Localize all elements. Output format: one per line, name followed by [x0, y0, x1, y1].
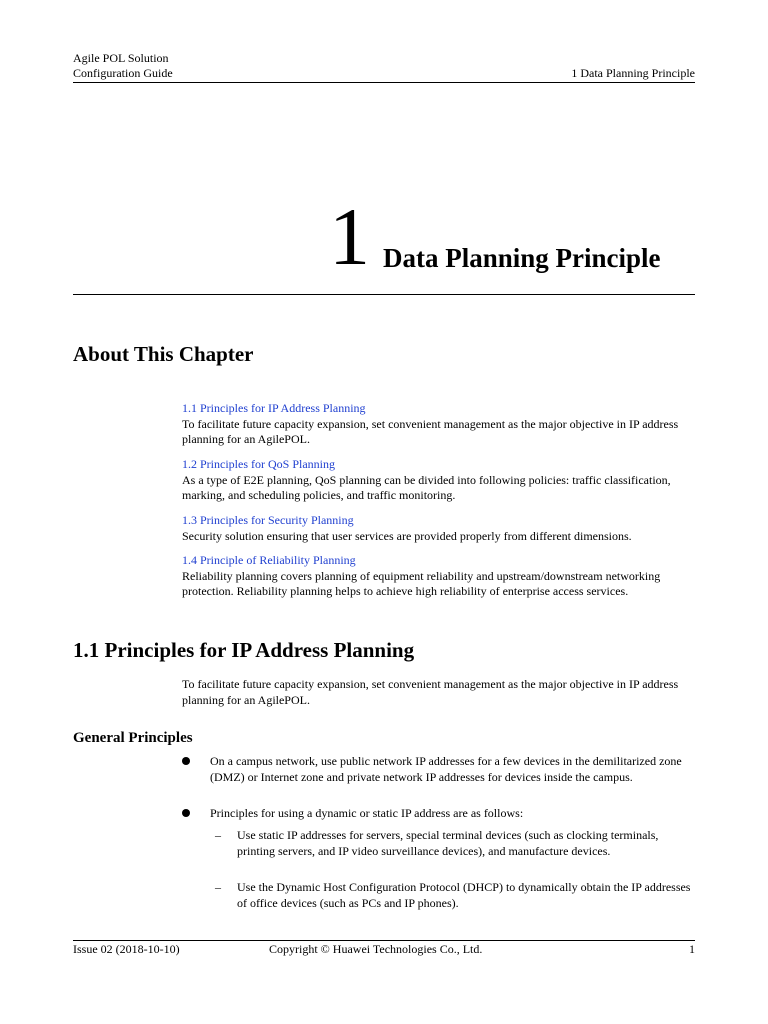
footer-copyright: Copyright © Huawei Technologies Co., Ltd. [269, 942, 483, 956]
footer-divider [73, 940, 695, 941]
toc-entry [182, 457, 697, 504]
header-divider [73, 82, 695, 83]
toc-link-reliability-planning[interactable]: 1.4 Principle of Reliability Planning [182, 553, 356, 567]
toc-link-security-planning[interactable]: 1.3 Principles for Security Planning [182, 513, 354, 527]
toc-description: Security solution ensuring that user services are provided properly from different dimensions. [182, 528, 632, 543]
header-product-name: Agile POL Solution [73, 51, 169, 65]
list-item-text: On a campus network, use public network IP addresses for a few devices in the demilitarized zone (DMZ) or Internet zone and private network IP addresses for devices inside the campus. [210, 754, 682, 784]
bullet-icon [182, 809, 190, 817]
toc-link-qos-planning[interactable]: 1.2 Principles for QoS Planning [182, 457, 335, 471]
footer-page-number: 1 [689, 942, 695, 956]
toc-description: As a type of E2E planning, QoS planning can be divided into following policies: traffic classification, marking, and scheduling policies, and traffic monitoring. [182, 472, 671, 502]
chapter-divider [73, 294, 695, 295]
toc-description: To facilitate future capacity expansion, set convenient management as the major objective in IP address planning for an AgilePOL. [182, 416, 679, 446]
list-item-text: Principles for using a dynamic or static IP address are as follows: [210, 806, 524, 820]
chapter-number: 1 [329, 191, 370, 282]
dash-icon: – [215, 828, 221, 842]
toc-entry [182, 553, 697, 600]
header-chapter-name: 1 Data Planning Principle [571, 66, 695, 80]
footer-issue: Issue 02 (2018-10-10) [73, 942, 180, 956]
section-paragraph: To facilitate future capacity expansion, set convenient management as the major objective in IP address planning for an AgilePOL. [182, 677, 679, 707]
subsection-heading: General Principles [73, 730, 193, 746]
toc-entry [182, 513, 697, 544]
toc-entry [182, 401, 697, 448]
sub-list-item-text: Use static IP addresses for servers, special terminal devices (such as clocking terminals, printing servers, and IP video surveillance devices), and manufacture devices. [237, 828, 659, 858]
header-document-name: Configuration Guide [73, 66, 173, 80]
section-heading: 1.1 Principles for IP Address Planning [73, 638, 415, 662]
chapter-title: Data Planning Principle [383, 243, 661, 273]
dash-icon: – [215, 880, 221, 894]
toc-link-ip-address-planning[interactable]: 1.1 Principles for IP Address Planning [182, 401, 366, 415]
about-heading: About This Chapter [73, 342, 254, 366]
sub-list-item-text: Use the Dynamic Host Configuration Protocol (DHCP) to dynamically obtain the IP addresses of office devices (such as PCs and IP phones). [237, 880, 691, 910]
toc-description: Reliability planning covers planning of equipment reliability and upstream/downstream networking protection. Reliability planning helps to achieve high reliability of enterprise access services. [182, 568, 661, 598]
bullet-icon [182, 757, 190, 765]
